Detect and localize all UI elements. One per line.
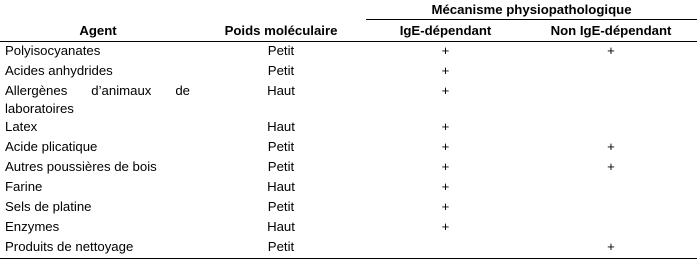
table-row (0, 178, 697, 198)
cell-ige: + (441, 119, 450, 134)
cell-non-ige: + (525, 238, 697, 259)
table-row (0, 82, 697, 118)
cell-non-ige: + (607, 43, 615, 58)
cell-ige: + (441, 83, 450, 98)
table-row (0, 218, 697, 238)
column-header-poids: Poids moléculaire (196, 20, 366, 42)
cell-poids: Petit (267, 63, 295, 78)
cell-agent: Autres poussières de bois (5, 159, 157, 174)
cell-non-ige (525, 218, 697, 238)
cell-non-ige (525, 62, 697, 82)
cell-agent: Latex (5, 119, 38, 134)
cell-agent: Sels de platine (5, 199, 92, 214)
table-row (0, 42, 697, 63)
cell-agent: Allergènes d’animaux de laboratoires (5, 83, 190, 116)
cell-non-ige (525, 178, 697, 198)
cell-ige: + (441, 139, 450, 154)
column-header-agent: Agent (0, 20, 196, 42)
table-row (0, 62, 697, 82)
header-spacer (196, 0, 366, 20)
table-row (0, 138, 697, 158)
cell-agent: Enzymes (5, 219, 60, 234)
group-header-mechanism: Mécanisme physiopathologique (366, 0, 697, 20)
table-row (0, 158, 697, 178)
cell-non-ige: + (607, 159, 615, 174)
table-row (0, 198, 697, 218)
cell-poids: Haut (267, 83, 295, 98)
cell-ige: + (441, 199, 450, 214)
cell-non-ige: + (607, 139, 615, 154)
table-row (0, 118, 697, 138)
table-body (0, 42, 697, 259)
cell-agent: Farine (5, 179, 43, 194)
cell-poids: Haut (267, 119, 295, 134)
column-header-non-ige: Non IgE-dépendant (525, 20, 697, 42)
cell-agent: Polyisocyanates (5, 43, 101, 58)
cell-poids: Petit (267, 43, 295, 58)
cell-agent: Acides anhydrides (5, 63, 113, 78)
table-row (0, 238, 697, 259)
cell-ige: + (441, 179, 450, 194)
cell-poids: Haut (267, 219, 295, 234)
header-spacer (0, 0, 196, 20)
cell-ige: + (441, 159, 450, 174)
cell-ige (366, 238, 525, 259)
cell-agent: Acide plicatique (5, 139, 98, 154)
cell-non-ige (525, 198, 697, 218)
column-header-ige: IgE-dépendant (366, 20, 525, 42)
cell-non-ige (525, 118, 697, 138)
cell-ige: + (441, 219, 450, 234)
cell-poids: Petit (267, 139, 295, 154)
cell-poids: Haut (267, 179, 295, 194)
table-header (0, 0, 697, 42)
cell-poids: Petit (267, 199, 295, 214)
cell-poids: Petit (196, 238, 366, 259)
cell-poids: Petit (267, 159, 295, 174)
cell-ige: + (441, 43, 450, 58)
cell-ige: + (441, 63, 450, 78)
cell-agent: Produits de nettoyage (0, 238, 196, 259)
cell-non-ige (525, 82, 697, 118)
